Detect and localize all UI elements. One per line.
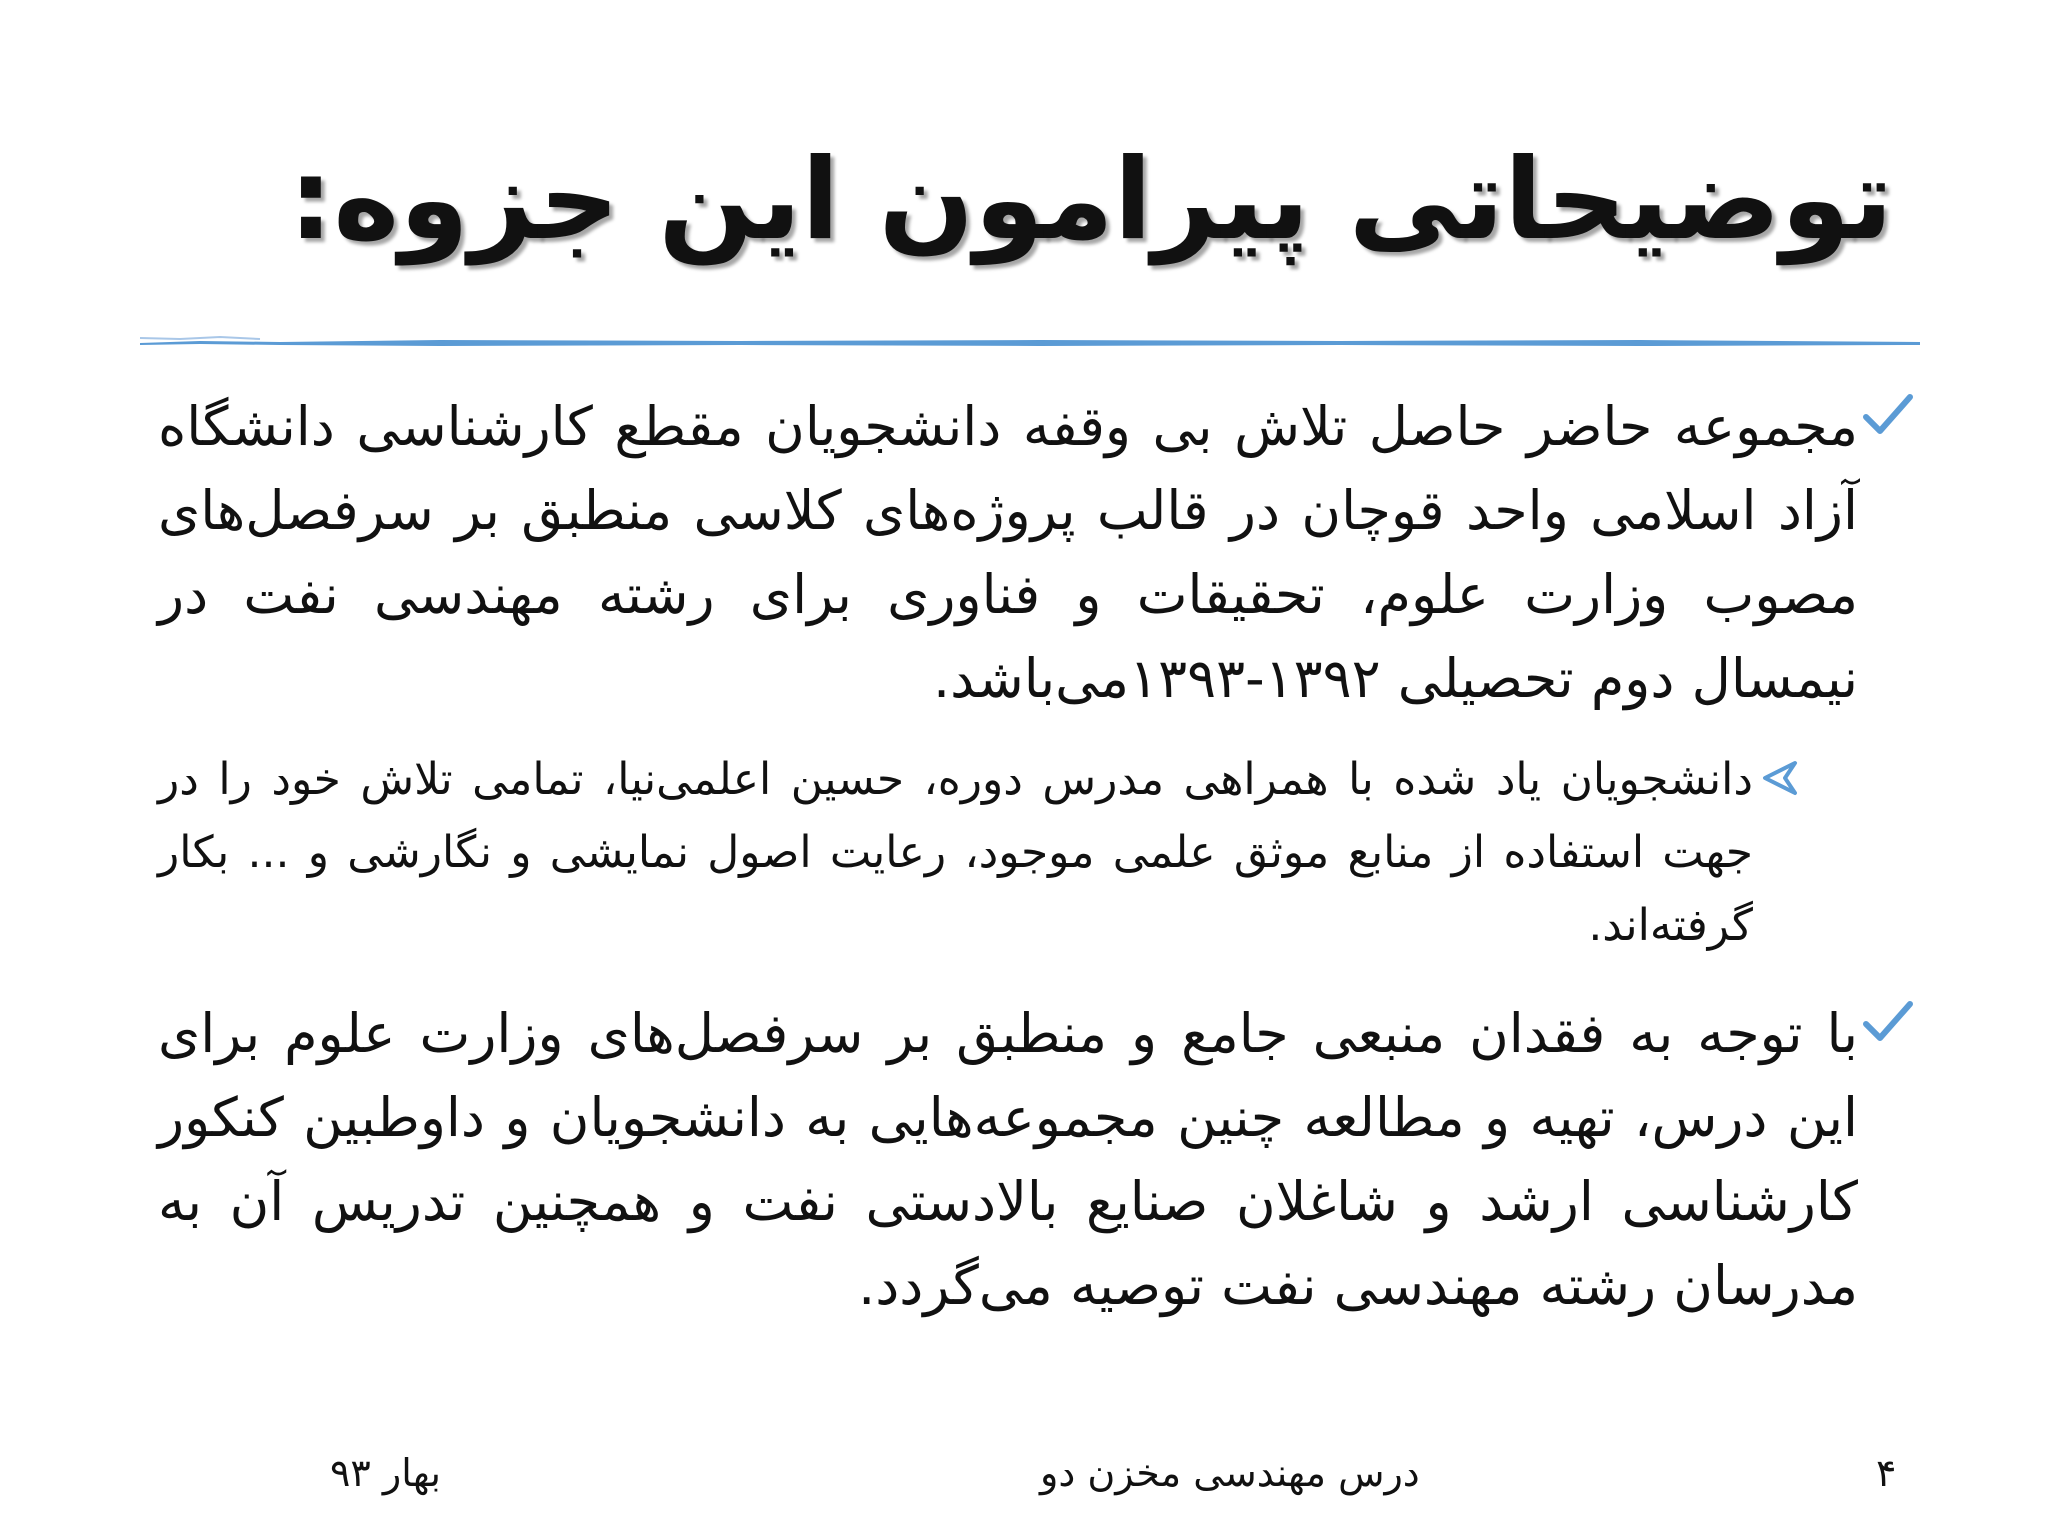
slide-number: ۴ [1876, 1451, 1897, 1495]
sub-bullet-text: دانشجویان یاد شده با همراهی مدرس دوره، حسین اعلمی‌نیا، تمامی تلاش خود را در جهت استفاده از منابع موثق علمی موجود، رعایت اصول نمایشی و نگارشی و ... بکار گرفته‌اند. [158, 754, 1753, 951]
slide-title: توضیحاتی پیرامون این جزوه: [288, 135, 1893, 265]
title-underline [140, 335, 1920, 349]
sub-bullet-item [158, 743, 1753, 962]
checkmark-icon [1862, 996, 1914, 1048]
arrowhead-icon [1761, 759, 1799, 797]
bullet-item [158, 992, 1858, 1328]
bullet-item [158, 385, 1858, 721]
bullet-text: با توجه به فقدان منبعی جامع و منطبق بر سرفصل‌های وزارت علوم برای این درس، تهیه و مطالعه چنین مجموعه‌هایی به دانشجویان و داوطبین کنکور کارشناسی ارشد و شاغلان صنایع بالادستی نفت و همچنین تدریس آن به مدرسان رشته مهندسی نفت توصیه می‌گردد. [158, 1002, 1858, 1317]
checkmark-icon [1862, 389, 1914, 441]
bullet-text: مجموعه حاضر حاصل تلاش بی وقفه دانشجویان مقطع کارشناسی دانشگاه آزاد اسلامی واحد قوچان در قالب پروژه‌های کلاسی منطبق بر سرفصل‌های مصوب وزارت علوم، تحقیقات و فناوری برای رشته مهندسی نفت در نیمسال دوم تحصیلی ۱۳۹۲-۱۳۹۳می‌باشد. [158, 395, 1858, 710]
slide-body [158, 385, 1858, 1328]
footer-date: بهار ۹۳ [330, 1451, 441, 1495]
footer-course-name: درس مهندسی مخزن دو [1040, 1451, 1420, 1495]
